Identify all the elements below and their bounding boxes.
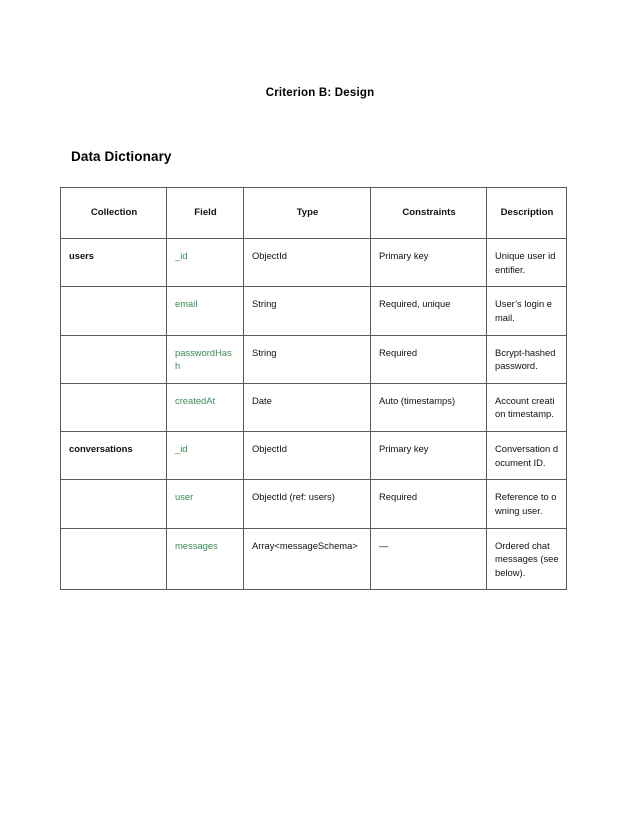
cell-type: Date [244, 383, 371, 431]
cell-type: ObjectId [244, 239, 371, 287]
section-heading-data-dictionary: Data Dictionary [71, 149, 172, 164]
table-row [61, 528, 567, 590]
cell-collection [61, 480, 167, 528]
cell-field: email [167, 287, 244, 335]
table-row [61, 335, 567, 383]
cell-description: Account creation timestamp. [487, 383, 567, 431]
column-header-description: Description [487, 188, 567, 239]
cell-constraints: Required, unique [371, 287, 487, 335]
cell-type: Array<messageSchema> [244, 528, 371, 590]
table-body [61, 239, 567, 590]
table-row [61, 383, 567, 431]
cell-field: messages [167, 528, 244, 590]
cell-constraints: Primary key [371, 239, 487, 287]
column-header-constraints: Constraints [371, 188, 487, 239]
cell-collection [61, 383, 167, 431]
cell-description: Reference to owning user. [487, 480, 567, 528]
table-header [61, 188, 567, 239]
data-dictionary-table [60, 187, 567, 590]
cell-collection [61, 335, 167, 383]
cell-field: _id [167, 239, 244, 287]
cell-type: String [244, 335, 371, 383]
cell-collection [61, 528, 167, 590]
table-row [61, 239, 567, 287]
cell-description: Bcrypt-hashed password. [487, 335, 567, 383]
cell-constraints: Required [371, 480, 487, 528]
cell-constraints: Required [371, 335, 487, 383]
cell-type: ObjectId [244, 432, 371, 480]
cell-constraints: Primary key [371, 432, 487, 480]
table-row [61, 432, 567, 480]
cell-collection [61, 287, 167, 335]
cell-type: String [244, 287, 371, 335]
column-header-collection: Collection [61, 188, 167, 239]
table-row [61, 287, 567, 335]
cell-field: passwordHash [167, 335, 244, 383]
column-header-field: Field [167, 188, 244, 239]
cell-description: Unique user identifier. [487, 239, 567, 287]
cell-collection: conversations [61, 432, 167, 480]
column-header-type: Type [244, 188, 371, 239]
page-title: Criterion B: Design [265, 87, 375, 99]
table-header-row [61, 188, 567, 239]
cell-collection: users [61, 239, 167, 287]
cell-description: Conversation document ID. [487, 432, 567, 480]
cell-type: ObjectId (ref: users) [244, 480, 371, 528]
cell-field: createdAt [167, 383, 244, 431]
cell-constraints: — [371, 528, 487, 590]
cell-description: User’s login email. [487, 287, 567, 335]
cell-field: user [167, 480, 244, 528]
cell-constraints: Auto (timestamps) [371, 383, 487, 431]
cell-description: Ordered chat messages (see below). [487, 528, 567, 590]
cell-field: _id [167, 432, 244, 480]
table-row [61, 480, 567, 528]
